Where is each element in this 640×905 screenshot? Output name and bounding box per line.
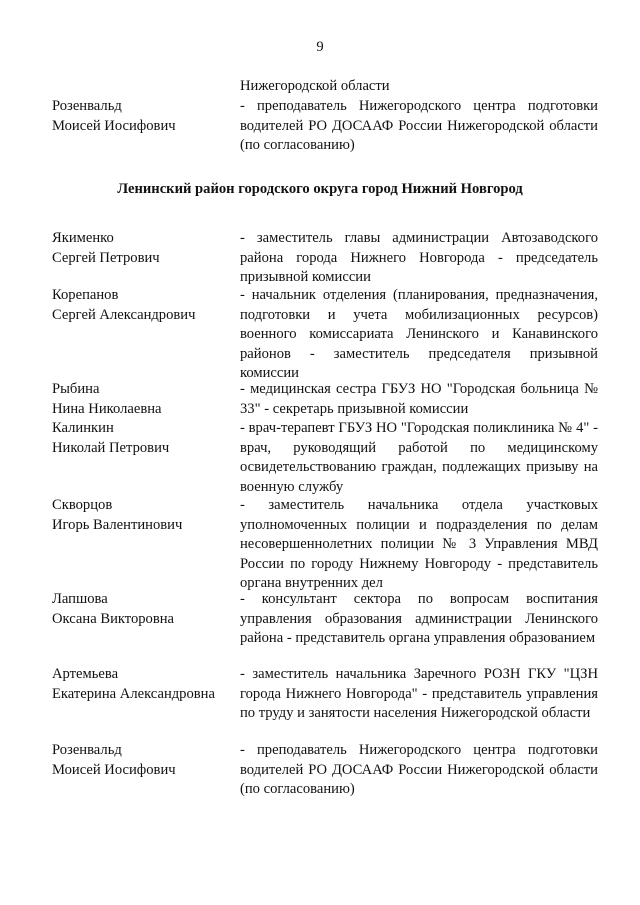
member-surname: Скворцов [52,497,113,513]
member-given-names: Игорь Валентинович [52,516,183,533]
member-given-names: Сергей Петрович [52,249,160,266]
member-given-names: Екатерина Александровна [52,685,215,702]
member-names [52,665,232,704]
member-role: - консультант сектора по вопросам воспитания управления образования администрации Ленинского района - представитель органа управления образованием [240,591,598,646]
member-surname: Корепанов [52,287,119,303]
member-names [52,380,232,419]
member-names [52,97,232,136]
member-names [52,419,232,458]
member-surname: Рыбина [52,381,100,397]
member-surname: Розенвальд [52,98,122,114]
member-given-names: Нина Николаевна [52,400,162,417]
member-given-names: Сергей Александрович [52,306,196,323]
section-title: Ленинский район городского округа город Нижний Новгород [117,181,523,197]
member-surname: Розенвальд [52,742,122,758]
member-role: - преподаватель Нижегородского центра подготовки водителей РО ДОСААФ России Нижегородской области (по согласованию) [240,742,598,797]
member-surname: Якименко [52,230,114,246]
member-surname: Калинкин [52,420,114,436]
member-role: - медицинская сестра ГБУЗ НО "Городская больница № 33" - секретарь призывной комиссии [240,381,598,417]
member-role: - преподаватель Нижегородского центра подготовки водителей РО ДОСААФ России Нижегородской области (по согласованию) [240,98,598,153]
continuation-line: Нижегородской области [240,78,390,94]
page-number: 9 [316,39,324,55]
member-names [52,496,232,535]
member-given-names: Моисей Иосифович [52,761,176,778]
member-role: - заместитель главы администрации Автозаводского района города Нижнего Новгорода - председатель призывной комиссии [240,230,598,285]
member-names [52,590,232,629]
member-names [52,229,232,268]
member-names [52,286,232,325]
member-role: - врач-терапевт ГБУЗ НО "Городская поликлиника № 4" - врач, руководящий работой по медицинскому освидетельствованию граждан, подлежащих призыву на военную службу [240,420,598,495]
member-role: - заместитель начальника отдела участковых уполномоченных полиции и подразделения по делам несовершеннолетних полиции № 3 Управления МВД России по городу Нижнему Новгороду - представитель органа внутренних дел [240,497,598,591]
member-surname: Артемьева [52,666,119,682]
member-given-names: Николай Петрович [52,439,170,456]
member-given-names: Моисей Иосифович [52,117,176,134]
member-given-names: Оксана Викторовна [52,610,175,627]
member-surname: Лапшова [52,591,108,607]
member-role: - начальник отделения (планирования, предназначения, подготовки и учета мобилизационных ресурсов) военного комиссариата Ленинского и Канавинского районов - заместитель председателя призывной комиссии [240,287,598,381]
member-names [52,741,232,780]
member-role: - заместитель начальника Заречного РОЗН ГКУ "ЦЗН города Нижнего Новгорода" - представитель управления по труду и занятости населения Нижегородской области [240,666,598,721]
